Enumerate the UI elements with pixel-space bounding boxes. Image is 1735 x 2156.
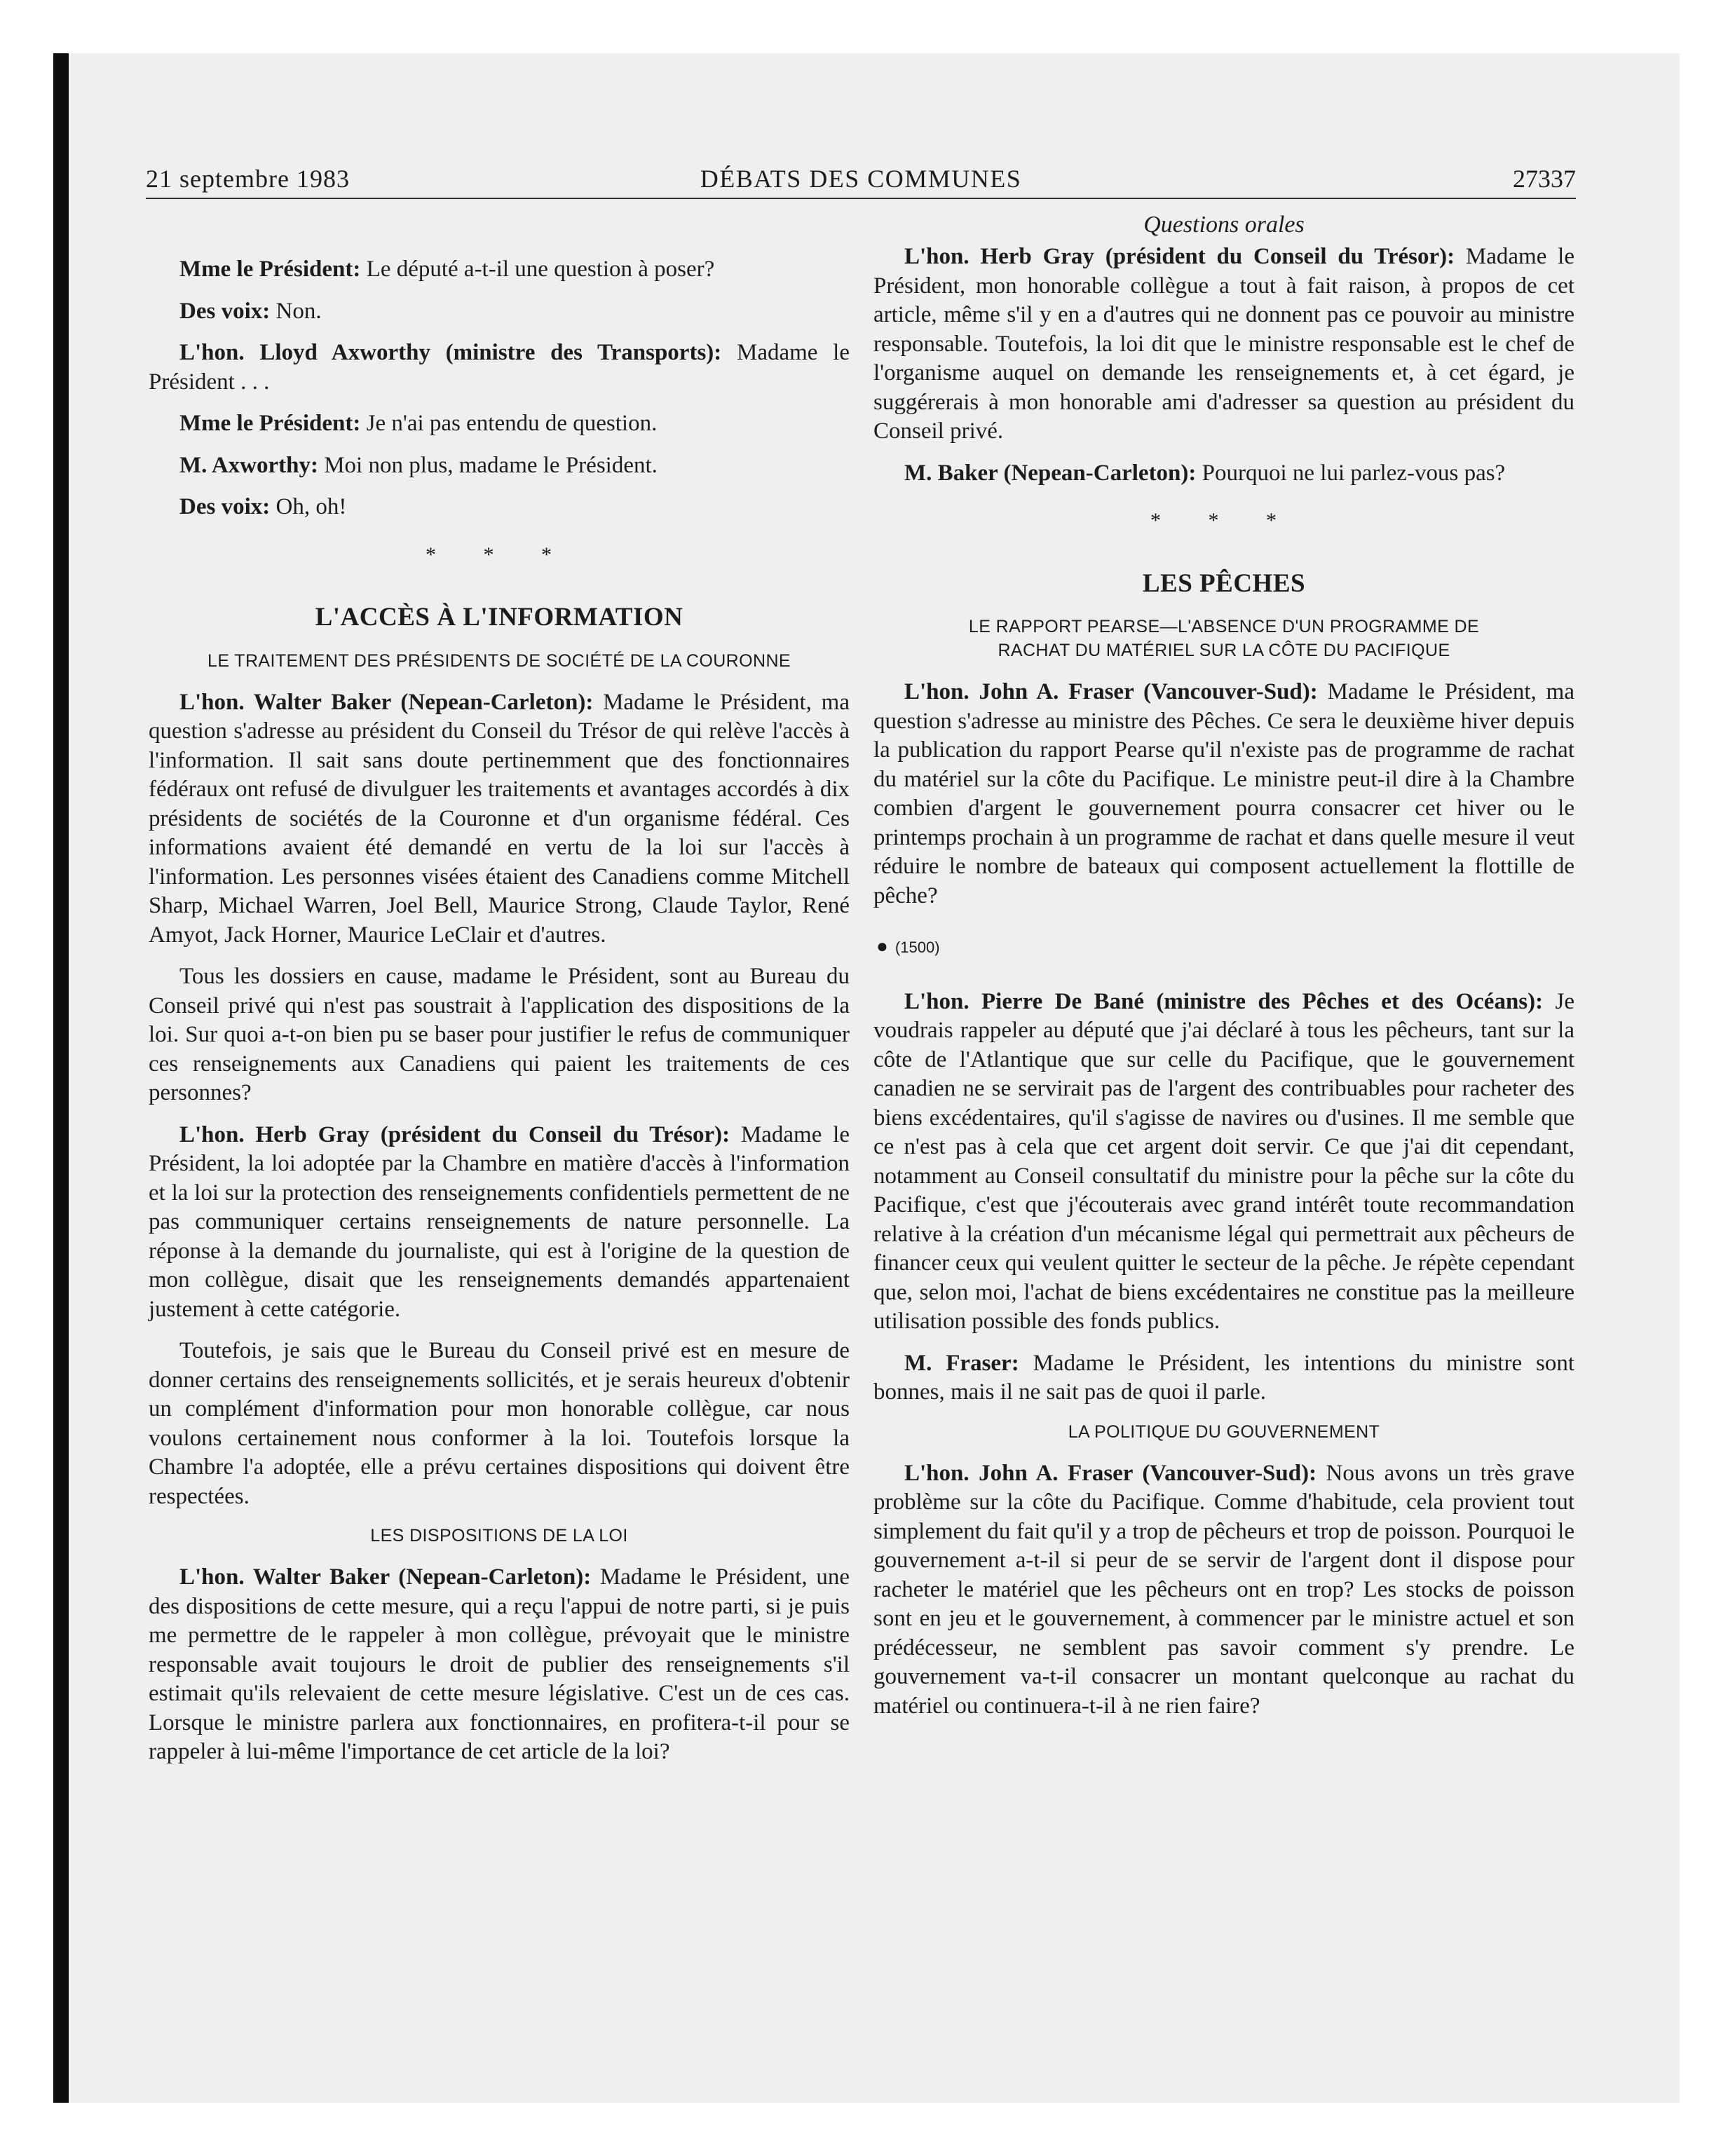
left-column (149, 210, 850, 1780)
speaker-name: L'hon. Lloyd Axworthy (ministre des Transports): (179, 340, 722, 365)
speech-text: Madame le Président, ma question s'adresse au ministre des Pêches. Ce sera le deuxième hiver depuis la publication du rapport Pearse qu'il n'existe pas de programme de rachat du matériel sur la côte du Pacifique. Le ministre peut-il dire à la Chambre combien d'argent le gouvernement pourra consacrer cet hiver ou le printemps prochain à un programme de rachat et dans quelle mesure il veut réduire le nombre de bateaux qui composent actuellement la flottille de pêche? (873, 679, 1574, 908)
speaker-name: Des voix: (179, 298, 271, 324)
subsection-heading-line: RACHAT DU MATÉRIEL SUR LA CÔTE DU PACIFIQUE (998, 641, 1450, 660)
speech-paragraph (149, 255, 850, 285)
speech-text: Madame le Président . . . (149, 340, 850, 395)
time-marker (876, 932, 1574, 962)
header-date: 21 septembre 1983 (146, 165, 350, 193)
speech-paragraph (149, 1121, 850, 1325)
speech-paragraph (149, 1337, 850, 1511)
speaker-name: L'hon. Walter Baker (Nepean-Carleton): (179, 1564, 592, 1590)
speaker-name: M. Axworthy: (179, 452, 318, 478)
speech-text: Oh, oh! (270, 494, 347, 519)
speaker-name: L'hon. John A. Fraser (Vancouver-Sud): (904, 679, 1318, 704)
speech-paragraph (873, 988, 1574, 1337)
right-column (873, 210, 1574, 1733)
speaker-name: Mme le Président: (179, 411, 361, 436)
speech-text: Le député a-t-il une question à poser? (360, 257, 715, 282)
speech-text: Madame le Président, ma question s'adresse au président du Conseil du Trésor de qui relève l'accès à l'information. Il sait sans doute pertinemment que des fonctionnaires fédéraux ont refusé de divulguer les traitements et avantages accordés à dix présidents de sociétés de la Couronne et d'un organisme fédéral. Ces informations avaient été demandé en vertu de la loi sur l'accès à l'information. Les personnes visées étaient des Canadiens comme Mitchell Sharp, Michael Warren, Joel Bell, Maurice Strong, Claude Taylor, René Amyot, Jack Horner, Maurice LeClair et d'autres. (149, 689, 850, 948)
page-header (146, 158, 1576, 199)
speech-text: Je voudrais rappeler au député que j'ai déclaré à tous les pêcheurs, tant sur la côte de l'Atlantique que sur celle du Pacifique, que le gouvernement canadien ne se servirait pas de l'argent des contribuables pour racheter des biens excédentaires, qu'il s'agisse de navires ou d'usines. Il me semble que ce n'est pas à cela que cet argent doit servir. Ce que j'ai dit cependant, notamment au Conseil consultatif du ministre pour la pêche sur la côte du Pacifique, c'est que j'écouterais avec grand intérêt toute recommandation relative à la création d'un mécanisme légal qui permettrait aux pêcheurs de financer ceux qui veulent quitter le secteur de la pêche. Je répète cependant que, selon moi, l'achat de biens excédentaires ne constitue pas la meilleure utilisation possible des fonds publics. (873, 988, 1574, 1334)
speech-text: Non. (270, 298, 322, 324)
speech-text: Toutefois, je sais que le Bureau du Conseil privé est en mesure de donner certains des renseignements sollicités, et je serais heureux d'obtenir un complément d'information pour mon honorable collègue, car nous voulons certainement nous conformer à la loi. Toutefois lorsque la Chambre l'a adoptée, elle a prévu certaines dispositions qui doivent être respectées. (149, 1338, 850, 1509)
speech-paragraph (149, 962, 850, 1108)
speech-paragraph (149, 451, 850, 481)
speech-text: Nous avons un très grave problème sur la côte du Pacifique. Comme d'habitude, cela provient tout simplement du fait qu'il y a trop de pêcheurs et trop de poisson. Pourquoi le gouvernement a-t-il si peur de se servir de l'argent dont il dispose pour racheter le matériel que les pêcheurs ont en trop? Les stocks de poisson sont en jeu et le gouvernement, à commencer par le ministre actuel et son prédécesseur, ne semblent pas savoir comment s'y prendre. Le gouvernement va-t-il consacrer un montant quelconque au rachat du matériel ou continuera-t-il à ne rien faire? (873, 1460, 1574, 1719)
speech-text: Moi non plus, madame le Président. (318, 452, 658, 478)
speech-paragraph (873, 459, 1574, 489)
subsection-heading (873, 615, 1574, 662)
speech-text: Tous les dossiers en cause, madame le Président, sont au Bureau du Conseil privé qui n'est pas soustrait à l'application des dispositions de la loi. Sur quoi a-t-on bien pu se baser pour justifier le refus de communiquer ces renseignements aux Canadiens qui paient les traitements de ces personnes? (149, 964, 850, 1105)
section-heading: L'ACCÈS À L'INFORMATION (315, 603, 683, 632)
subsection-heading: LES DISPOSITIONS DE LA LOI (370, 1526, 628, 1546)
speech-text: Madame le Président, la loi adoptée par la Chambre en matière d'accès à l'information et la loi sur la protection des renseignements confidentiels permettent de ne pas communiquer certains renseignements de nature personnelle. La réponse à la demande du journaliste, qui est à l'origine de la question de mon collègue, disait que les renseignements demandés appartenaient justement à cette catégorie. (149, 1121, 850, 1322)
speech-text: Pourquoi ne lui parlez-vous pas? (1196, 460, 1506, 486)
running-head: Questions orales (1143, 212, 1305, 238)
speech-paragraph (149, 688, 850, 950)
speech-paragraph (149, 493, 850, 522)
speaker-name: Des voix: (179, 494, 271, 519)
speaker-name: M. Baker (Nepean-Carleton): (904, 460, 1197, 486)
binding-edge (53, 53, 69, 2103)
speech-paragraph (149, 297, 850, 327)
speech-paragraph (873, 1459, 1574, 1721)
speech-paragraph (873, 678, 1574, 910)
speech-text: Je n'ai pas entendu de question. (360, 411, 658, 436)
speaker-name: M. Fraser: (904, 1350, 1019, 1376)
speech-text: Madame le Président, mon honorable collègue a tout à fait raison, à propos de cet article, même s'il y en a d'autres qui ne donnent pas ce pouvoir au ministre responsable. Toutefois, la loi dit que le ministre responsable est le chef de l'organisme auquel on demande les renseignements et, à cet égard, je suggérerais à mon honorable ami d'adresser sa question au président du Conseil privé. (873, 244, 1574, 444)
time-marker-text: (1500) (894, 939, 940, 956)
header-title: DÉBATS DES COMMUNES (700, 165, 1022, 193)
speech-paragraph (149, 1563, 850, 1767)
speech-text: Madame le Président, une des dispositions de cette mesure, qui a reçu l'appui de notre parti, si je puis me permettre de le rappeler à mon collègue, prévoyait que le ministre responsable avait toujours le droit de publier des renseignements s'il estimait qu'ils relevaient de cette mesure législative. C'est un de ces cas. Lorsque le ministre parlera aux fonctionnaires, en profitera-t-il pour se rappeler à lui-même l'importance de cet article de la loi? (149, 1564, 850, 1764)
section-divider: * * * (1150, 509, 1298, 532)
speech-paragraph (873, 1349, 1574, 1407)
speaker-name: L'hon. John A. Fraser (Vancouver-Sud): (904, 1460, 1317, 1486)
subsection-heading-line: LE RAPPORT PEARSE—L'ABSENCE D'UN PROGRAMME DE (968, 617, 1480, 636)
section-divider: * * * (426, 543, 573, 566)
subsection-heading: LA POLITIQUE DU GOUVERNEMENT (1068, 1421, 1380, 1442)
speaker-name: Mme le Président: (179, 257, 361, 282)
subsection-heading: LE TRAITEMENT DES PRÉSIDENTS DE SOCIÉTÉ DE LA COURONNE (207, 650, 791, 671)
section-heading: LES PÊCHES (1142, 568, 1306, 598)
left-column-spacer (149, 210, 850, 255)
speaker-name: L'hon. Pierre De Bané (ministre des Pêches et des Océans): (904, 988, 1544, 1014)
bullet-icon: ● (876, 935, 888, 957)
speech-paragraph (873, 243, 1574, 446)
page-number: 27337 (1513, 165, 1576, 193)
speech-text: Madame le Président, les intentions du ministre sont bonnes, mais il ne sait pas de quoi il parle. (873, 1350, 1574, 1405)
speaker-name: L'hon. Walter Baker (Nepean-Carleton): (179, 689, 594, 715)
speech-paragraph (149, 339, 850, 397)
speaker-name: L'hon. Herb Gray (président du Conseil du Trésor): (904, 244, 1455, 269)
speech-paragraph (149, 409, 850, 439)
speaker-name: L'hon. Herb Gray (président du Conseil du Trésor): (179, 1121, 730, 1147)
